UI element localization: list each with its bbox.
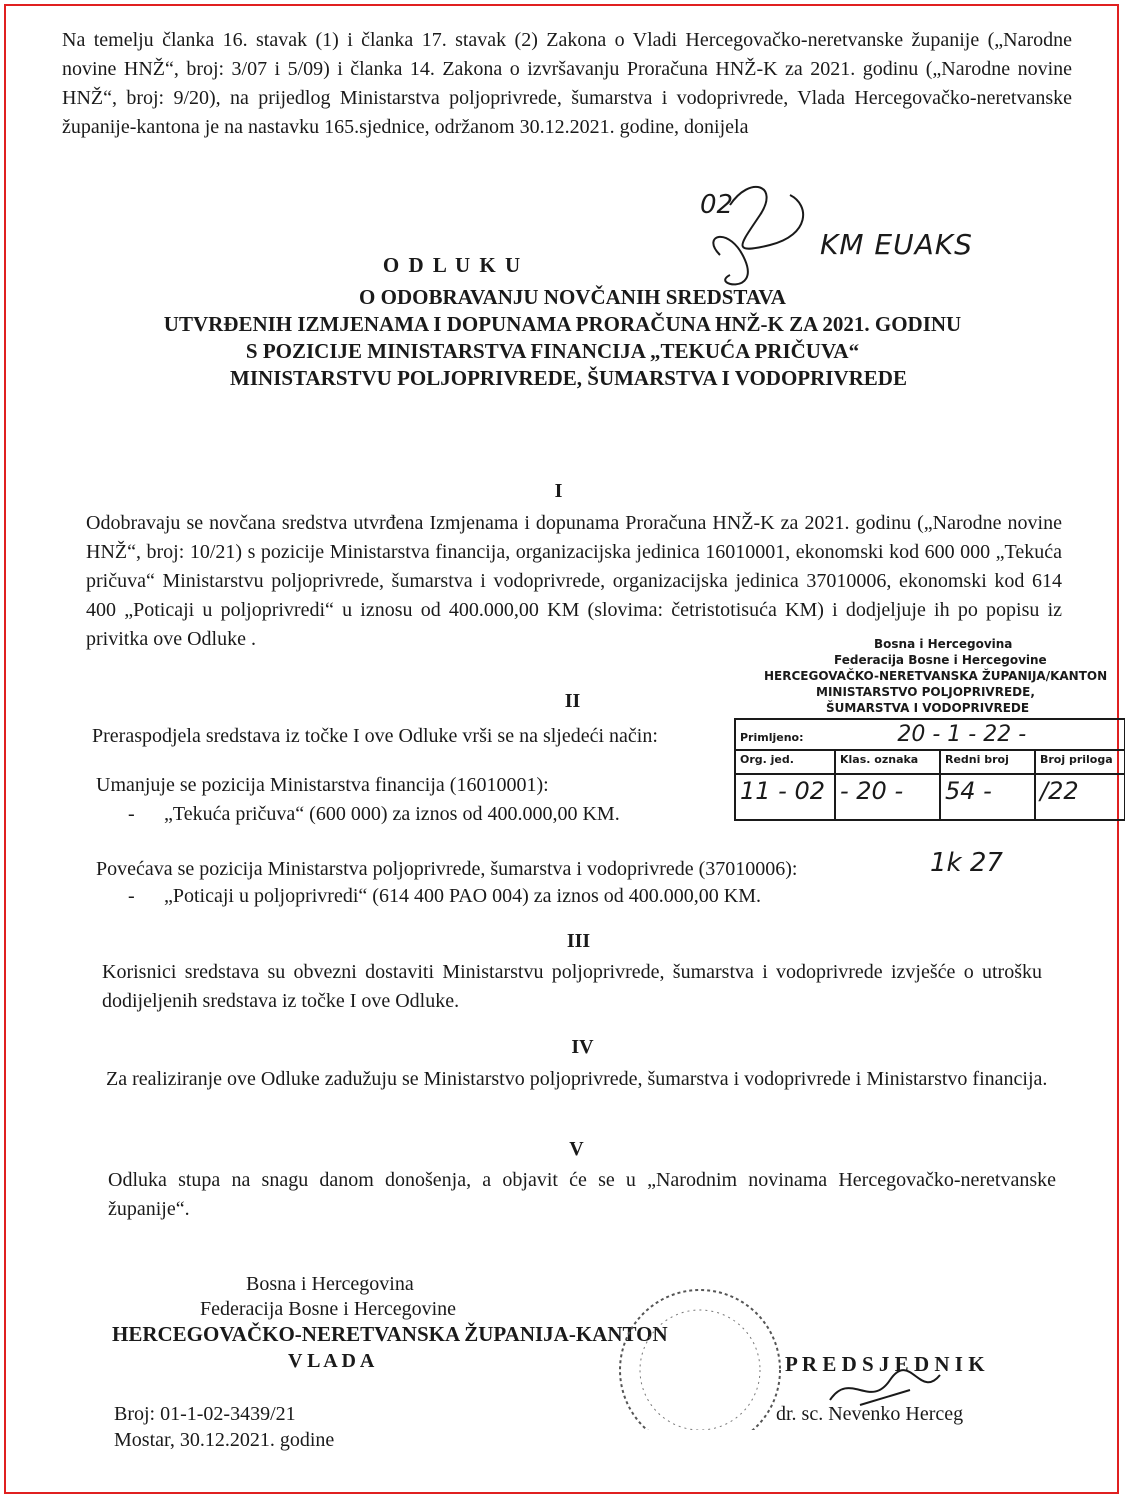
title-line: O ODOBRAVANJU NOVČANIH SREDSTAVA <box>359 285 786 309</box>
preamble: Na temelju članka 16. stavak (1) i članka 17. stavak (2) Zakona o Vladi Hercegovačko-neretvanske županije („Narodne novine HNŽ“, broj: 3/07 i 5/09) i članka 14. Zakona o izvršavanju Proračuna HNŽ-K za 2021. godinu („Narodne novine HNŽ“, broj: 9/20), na prijedlog Ministarstva poljoprivrede, šumarstva i vodoprivrede, Vlada Hercegovačko-neretvanske županije-kantona je na nastavku 165.sjednice, održanom 30.12.2021. godine, donijela <box>62 29 1072 138</box>
handwritten-annotation: 02 <box>700 190 734 220</box>
handwritten-annotation: KM EUAKS <box>820 228 973 261</box>
section-number: II <box>564 690 581 712</box>
place-date: Mostar, 30.12.2021. godine <box>114 1429 335 1451</box>
title-line: S POZICIJE MINISTARSTVA FINANCIJA „TEKUĆA PRIČUVA“ <box>245 339 860 363</box>
stamp-cell-value: - 20 - <box>840 777 904 805</box>
stamp-table <box>734 718 1125 821</box>
stamp-line: Federacija Bosne i Hercegovine <box>834 653 1047 667</box>
section-text: Za realiziranje ove Odluke zadužuju se Ministarstvo poljoprivrede, šumarstva i vodoprivrede i Ministarstvo financija. <box>106 1068 1048 1090</box>
section-text: Korisnici sredstava su obvezni dostaviti Ministarstvu poljoprivrede, šumarstva i vodoprivrede izvješće o utrošku dodijeljenih sredstava iz točke I ove Odluke. <box>102 961 1042 1012</box>
stamp-line: ŠUMARSTVA I VODOPRIVREDE <box>826 701 1030 715</box>
stamp-line: Bosna i Hercegovina <box>874 637 1013 651</box>
decrease-label: Umanjuje se pozicija Ministarstva financija (16010001): <box>96 774 549 796</box>
list-dash: - <box>128 885 135 907</box>
footer-federation: Federacija Bosne i Hercegovine <box>200 1298 457 1320</box>
footer-canton: HERCEGOVAČKO-NERETVANSKA ŽUPANIJA-KANTON <box>112 1322 668 1346</box>
official-seal <box>600 1280 800 1430</box>
stamp-line: MINISTARSTVO POLJOPRIVREDE, <box>816 685 1035 699</box>
section-number: IV <box>571 1036 594 1058</box>
section-number: I <box>554 480 563 502</box>
received-stamp <box>734 636 1125 821</box>
list-dash: - <box>128 803 135 825</box>
stamp-col-header: Org. jed. <box>735 750 835 774</box>
stamp-cell-value: /22 <box>1040 777 1079 805</box>
stamp-received-value: 20 - 1 - 22 - <box>897 722 1027 747</box>
footer-country: Bosna i Hercegovina <box>246 1273 414 1295</box>
document-title: O D L U K U <box>382 253 523 277</box>
section-text: Odluka stupa na snagu danom donošenja, a objavit će se u „Narodnim novinama Hercegovačko-neretvanske županije“. <box>108 1169 1056 1220</box>
stamp-cell <box>735 774 835 820</box>
stamp-cell-value: 11 - 02 <box>740 777 825 805</box>
section-number: III <box>566 930 591 952</box>
decrease-item: „Tekuća pričuva“ (600 000) za iznos od 400.000,00 KM. <box>164 803 620 825</box>
stamp-line: HERCEGOVAČKO-NERETVANSKA ŽUPANIJA/KANTON <box>764 669 1108 683</box>
stamp-col-header: Redni broj <box>940 750 1035 774</box>
stamp-cell <box>1035 774 1125 820</box>
stamp-received-cell <box>735 719 1125 750</box>
stamp-col-header: Klas. oznaka <box>835 750 940 774</box>
stamp-cell-value: 54 - <box>945 777 992 805</box>
stamp-col-header: Broj priloga <box>1035 750 1125 774</box>
title-line: UTVRĐENIH IZMJENAMA I DOPUNAMA PRORAČUNA HNŽ-K ZA 2021. GODINU <box>163 312 962 336</box>
stamp-received-label: Primljeno: <box>740 731 804 744</box>
signatory-name: dr. sc. Nevenko Herceg <box>776 1403 964 1425</box>
stamp-cell <box>940 774 1035 820</box>
stamp-cell <box>835 774 940 820</box>
increase-item: „Poticaji u poljoprivredi“ (614 400 PAO 004) za iznos od 400.000,00 KM. <box>164 885 761 907</box>
document-number: Broj: 01-1-02-3439/21 <box>114 1403 296 1425</box>
title-line: MINISTARSTVU POLJOPRIVREDE, ŠUMARSTVA I VODOPRIVREDE <box>230 366 907 390</box>
section-text: Odobravaju se novčana sredstva utvrđena Izmjenama i dopunama Proračuna HNŽ-K za 2021. godinu („Narodne novine HNŽ“, broj: 10/21) s pozicije Ministarstva financija, organizacijska jedinica 16010001, ekonomski kod 600 000 „Tekuća pričuva“ Ministarstvu poljoprivrede, šumarstva i vodoprivrede, organizacijska jedinica 37010006, ekonomski kod 614 400 „Poticaji u poljoprivredi“ u iznosu od 400.000,00 KM (slovima: četristotisuća KM) i dodjeljuje ih po popisu iz privitka ove Odluke . <box>86 512 1062 650</box>
section-intro: Preraspodjela sredstava iz točke I ove Odluke vrši se na sljedeći način: <box>92 725 658 747</box>
increase-label: Povećava se pozicija Ministarstva poljoprivrede, šumarstva i vodoprivrede (37010006): <box>96 858 798 880</box>
handwritten-annotation: 1k 27 <box>930 848 1003 878</box>
footer-body: V L A D A <box>288 1350 375 1372</box>
section-number: V <box>569 1138 584 1160</box>
signatory-role: P R E D S J E D N I K <box>785 1352 985 1376</box>
